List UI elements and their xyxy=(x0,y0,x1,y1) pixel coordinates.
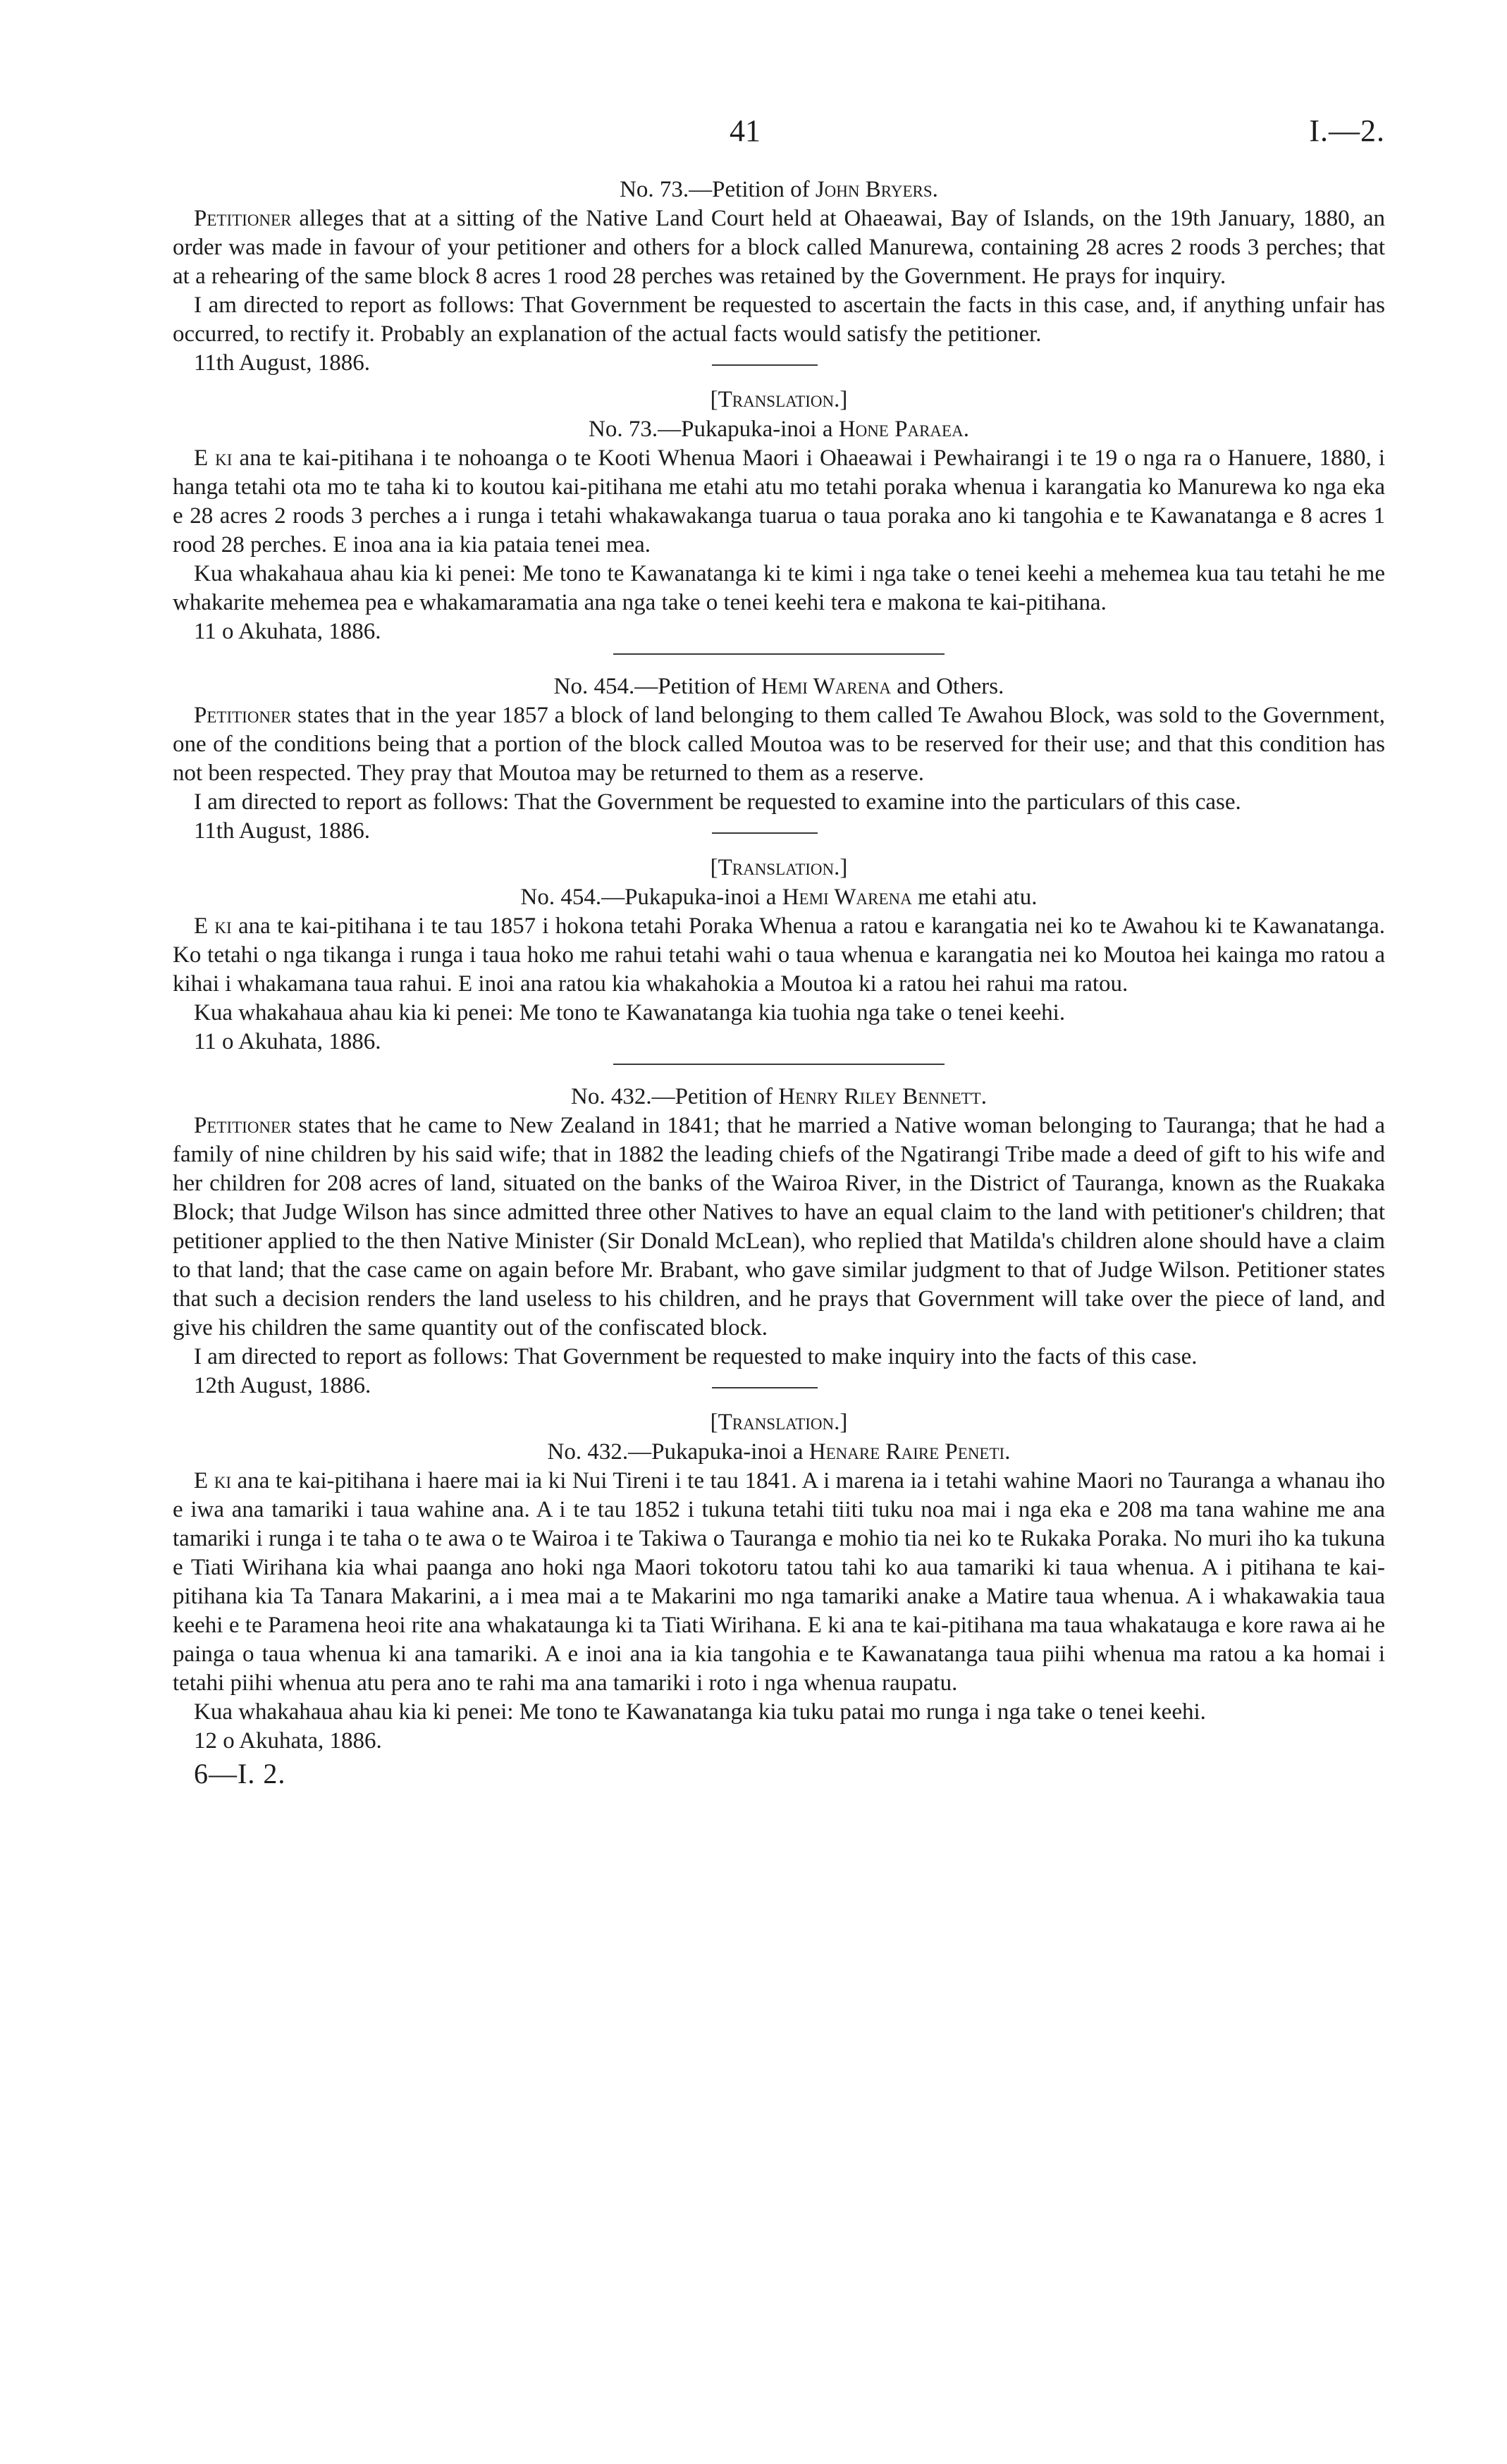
date-row xyxy=(173,1372,1385,1400)
page-number: 41 xyxy=(730,113,761,148)
page-content xyxy=(173,175,1385,1791)
translation-date: 11 o Akuhata, 1886. xyxy=(194,619,381,644)
petition-body: Petitioner alleges that at a sitting of the Native Land Court held at Ohaeawai, Bay of Islands, on the 19th January, 1880, an order was made in favour of your petitioner and others for a block called Manurewa, containing 28 acres 2 roods 3 perches; that at a rehearing of the same block 8 acres 1 rood 28 perches was retained by the Government. He prays for inquiry. xyxy=(173,206,1385,289)
translation-report: Kua whakahaua ahau kia ki penei: Me tono te Kawanatanga kia tuku patai mo runga i nga take o tenei keehi. xyxy=(194,1699,1206,1725)
petition-454 xyxy=(173,672,1385,1065)
petition-body: Petitioner states that he came to New Zealand in 1841; that he married a Native woman belonging to Tauranga; that he had a family of nine children by his said wife; that in 1882 the leading chiefs of the Ngatirangi Tribe made a deed of gift to his wife and her children for 208 acres of land, situated on the banks of the Wairoa River, in the District of Tauranga, known as the Ruakaka Block; that Judge Wilson has since admitted three other Natives to have an equal claim to the land with petitioner's children; that petitioner applied to the then Native Minister (Sir Donald McLean), who replied that Matilda's children alone should have a claim to that land; that the case came on again before Mr. Brabant, who gave similar judgment to that of Judge Wilson. Petitioner states that such a decision renders the land useless to his children, and he prays that Government will take over the piece of land, and give his children the same quantity out of the confiscated block. xyxy=(173,1113,1385,1341)
petition-report: I am directed to report as follows: That Government be requested to ascertain the facts in this case, and, if anything unfair has occurred, to rectify it. Probably an explanation of the actual facts would satisfy the petitioner. xyxy=(173,292,1385,347)
petition-432 xyxy=(173,1082,1385,1756)
translation-date: 12 o Akuhata, 1886. xyxy=(194,1728,382,1754)
petition-title: No. 454.—Petition of Hemi Warena and Others. xyxy=(553,674,1004,699)
translation-date: 11 o Akuhata, 1886. xyxy=(194,1029,381,1054)
petition-date: 11th August, 1886. xyxy=(194,818,370,844)
short-divider xyxy=(712,1387,818,1388)
translation-title: No. 73.—Pukapuka-inoi a Hone Paraea. xyxy=(589,417,969,442)
petition-report: I am directed to report as follows: That Government be requested to make inquiry into the facts of this case. xyxy=(194,1344,1198,1369)
translation-label: [Translation.] xyxy=(710,1410,848,1435)
petition-body: Petitioner states that in the year 1857 a block of land belonging to them called Te Awahou Block, was sold to the Government, one of the conditions being that a portion of the block called Moutoa was to be reserved for their use; and that this condition has not been respected. They pray that Moutoa may be returned to them as a reserve. xyxy=(173,703,1385,786)
translation-label: [Translation.] xyxy=(710,387,848,412)
short-divider xyxy=(712,364,818,366)
date-row xyxy=(173,349,1385,378)
printer-signature: 6—I. 2. xyxy=(194,1758,286,1790)
petition-title: No. 432.—Petition of Henry Riley Bennett. xyxy=(571,1084,987,1109)
translation-body: E ki ana te kai-pitihana i haere mai ia ki Nui Tireni i te tau 1841. A i marena ia i tetahi wahine Maori no Tauranga a whanau iho e iwa ana tamariki i taua wahine ana. A i te tau 1852 i tukuna tetahi tiiti tuku noa mai i nga eka e 208 ma tana wahine me ana tamariki i runga i te taha o te awa o te Wairoa i te Takiwa o Tauranga e mohio tia nei ko te Rukaka Poraka. No muri iho ka tukuna e Tiati Wirihana kia whai paanga ano hoki nga Maori tokotoru tatou tahi ko aua tamariki ki taua whenua. A i pitihana te kai-pitihana kia Ta Tanara Makarini, a i mea mai a te Makarini mo nga tamariki anake a Matire taua whenua. A i whakawakia taua keehi e te Paramena heoi rite ana whakataunga ki ta Tiati Wirihana. E ki ana te kai-pitihana ma taua whakatauga e kore rawa ai he painga o taua whenua ki ana tamariki. A e inoi ana ia kia tangohia e te Kawanatanga taua piihi whenua ma ratou a ka homai i tetahi piihi whenua atu pera ano te rahi ma ana tamariki i roto i nga whenua raupatu. xyxy=(173,1468,1385,1696)
petition-title: No. 73.—Petition of John Bryers. xyxy=(620,177,938,202)
translation-title: No. 432.—Pukapuka-inoi a Henare Raire Peneti. xyxy=(547,1439,1011,1465)
date-row xyxy=(173,817,1385,846)
translation-label: [Translation.] xyxy=(710,855,848,880)
section-divider xyxy=(613,653,945,655)
translation-report: Kua whakahaua ahau kia ki penei: Me tono te Kawanatanga kia tuohia nga take o tenei keehi. xyxy=(194,1000,1066,1025)
petition-73 xyxy=(173,175,1385,655)
petition-report: I am directed to report as follows: That the Government be requested to examine into the particulars of this case. xyxy=(194,789,1241,815)
section-divider xyxy=(613,1064,945,1065)
petition-date: 11th August, 1886. xyxy=(194,350,370,376)
translation-title: No. 454.—Pukapuka-inoi a Hemi Warena me etahi atu. xyxy=(520,885,1038,910)
translation-report: Kua whakahaua ahau kia ki penei: Me tono te Kawanatanga ki te kimi i nga take o tenei keehi a mehemea kua tau tetahi he me whakarite mehemea pea e whakamaramatia ana nga take o tenei keehi tera e makona te kai-pitihana. xyxy=(173,561,1385,615)
paper-reference: I.—2. xyxy=(1309,113,1385,148)
translation-body: E ki ana te kai-pitihana i te tau 1857 i hokona tetahi Poraka Whenua a ratou e karangatia nei ko te Awahou ki te Kawanatanga. Ko tetahi o nga tikanga i runga i taua hoko me rahui tetahi wahi o taua whenua e karangatia nei ko Moutoa hei kainga mo ratou a kihai i whakamana taua rahui. E inoi ana ratou kia whakahokia a Moutoa ki a ratou hei rahui ma ratou. xyxy=(173,913,1385,997)
page-header xyxy=(173,113,1385,155)
petition-date: 12th August, 1886. xyxy=(194,1373,371,1398)
short-divider xyxy=(712,832,818,834)
translation-body: E ki ana te kai-pitihana i te nohoanga o te Kooti Whenua Maori i Ohaeawai i Pewhairangi i te 19 o nga ra o Hanuere, 1880, i hanga tetahi ota mo te taha ki to koutou kai-pitihana me etahi atu mo tetahi poraka whenua i karangatia ko Manurewa ko nga eka e 28 acres 2 roods 3 perches a i runga i tetahi whakawakanga tuarua o taua poraka ano ki tangohia e te Kawanatanga e 8 acres 1 rood 28 perches. E inoa ana ia kia pataia tenei mea. xyxy=(173,445,1386,558)
